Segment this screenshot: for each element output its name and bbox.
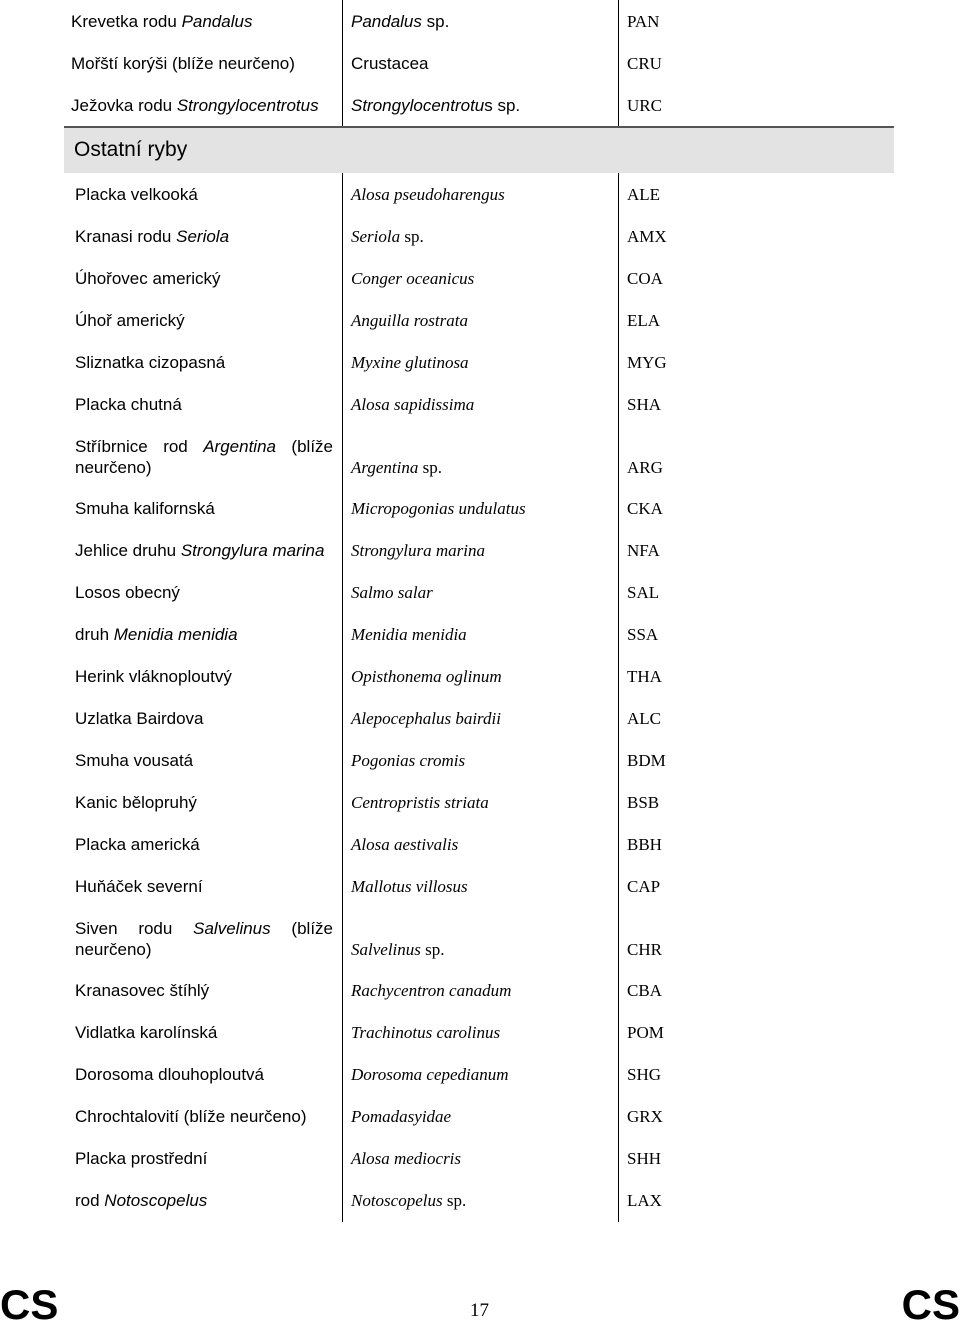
italic-text: Menidia menidia — [113, 625, 238, 644]
table-row — [0, 969, 960, 1011]
text-segment: Dorosoma dlouhoploutvá — [75, 1065, 265, 1084]
species-code: ALE — [627, 185, 661, 204]
common-name — [75, 918, 333, 960]
italic-text: Salvelinus — [193, 919, 271, 938]
table-row — [0, 215, 960, 257]
footer-language-right: CS — [901, 1281, 960, 1328]
species-code: GRX — [627, 1107, 663, 1126]
table-row — [0, 299, 960, 341]
table-row — [0, 1095, 960, 1137]
scientific-name — [351, 666, 611, 687]
text-segment: Placka prostřední — [75, 1149, 208, 1168]
italic-text: Notoscopelus — [351, 1191, 443, 1210]
species-code: ARG — [627, 458, 663, 477]
text-segment: Sliznatka cizopasná — [75, 353, 226, 372]
text-segment: Smuha kalifornská — [75, 499, 215, 518]
scientific-name — [351, 1106, 611, 1127]
text-segment: Placka americká — [75, 835, 200, 854]
italic-text: Opisthonema oglinum — [351, 667, 502, 686]
text-segment: Chrochtalovití (blíže neurčeno) — [75, 1107, 307, 1126]
scientific-name — [351, 939, 611, 960]
table-row — [0, 425, 960, 487]
common-name — [75, 436, 333, 478]
italic-text: Strongylocentrotus — [176, 96, 319, 115]
common-name — [75, 184, 333, 205]
text-segment: sp. — [442, 1191, 467, 1210]
common-name — [75, 1190, 333, 1211]
species-code: SSA — [627, 625, 659, 644]
scientific-name — [351, 750, 611, 771]
species-code: CHR — [627, 940, 662, 959]
common-name — [75, 624, 333, 645]
table-row — [0, 739, 960, 781]
species-code: SHG — [627, 1065, 662, 1084]
italic-text: Alosa pseudoharengus — [351, 185, 505, 204]
italic-text: Mallotus villosus — [351, 877, 468, 896]
species-code: CRU — [627, 54, 662, 73]
scientific-name — [351, 352, 611, 373]
italic-text: Anguilla rostrata — [351, 311, 468, 330]
italic-text: Seriola — [176, 227, 230, 246]
italic-text: Strongylura marina — [180, 541, 325, 560]
text-segment: Herink vláknoploutvý — [75, 667, 232, 686]
scientific-name — [351, 624, 611, 645]
table-top-rows — [0, 0, 960, 126]
species-code: LAX — [627, 1191, 662, 1210]
scientific-name — [351, 184, 611, 205]
table-row — [0, 383, 960, 425]
species-code: ELA — [627, 311, 661, 330]
common-name — [75, 750, 333, 771]
scientific-name — [351, 95, 611, 116]
italic-text: Alepocephalus bairdii — [351, 709, 501, 728]
italic-text: Pomadasyidae — [351, 1107, 452, 1126]
table-row — [0, 529, 960, 571]
italic-text: Centropristis striata — [351, 793, 489, 812]
italic-text: Salvelinus — [351, 940, 421, 959]
table-row — [0, 655, 960, 697]
text-segment: Kranasovec štíhlý — [75, 981, 210, 1000]
species-code: SHH — [627, 1149, 662, 1168]
species-code: THA — [627, 667, 662, 686]
italic-text: Pandalus — [181, 12, 253, 31]
species-code: BBH — [627, 835, 662, 854]
scientific-name — [351, 980, 611, 1001]
text-segment: Kranasi rodu — [75, 227, 177, 246]
italic-text: Myxine glutinosa — [351, 353, 469, 372]
common-name — [75, 268, 333, 289]
table-row — [0, 341, 960, 383]
table-row — [0, 487, 960, 529]
text-segment: Kanic bělopruhý — [75, 793, 197, 812]
italic-text: Rachycentron canadum — [351, 981, 512, 1000]
text-segment: Crustacea — [351, 54, 429, 73]
italic-text: Alosa mediocris — [351, 1149, 462, 1168]
species-code: BDM — [627, 751, 666, 770]
italic-text: Alosa aestivalis — [351, 835, 459, 854]
common-name — [75, 1064, 333, 1085]
text-segment: Krevetka rodu — [71, 12, 182, 31]
scientific-name — [351, 582, 611, 603]
species-code: SAL — [627, 583, 660, 602]
text-segment: sp. — [420, 940, 445, 959]
species-table — [0, 173, 960, 1221]
species-code: AMX — [627, 227, 667, 246]
scientific-name — [351, 1064, 611, 1085]
common-name — [71, 95, 329, 116]
species-code: SHA — [627, 395, 662, 414]
species-code: CAP — [627, 877, 661, 896]
table-row — [0, 613, 960, 655]
italic-text: Argentina — [203, 437, 276, 456]
scientific-name — [351, 708, 611, 729]
scientific-name — [351, 1190, 611, 1211]
common-name — [75, 226, 333, 247]
common-name — [75, 498, 333, 519]
common-name — [75, 1106, 333, 1127]
common-name — [75, 792, 333, 813]
species-code: URC — [627, 96, 662, 115]
table-row — [0, 697, 960, 739]
italic-text: Pogonias cromis — [351, 751, 466, 770]
italic-text: Conger oceanicus — [351, 269, 475, 288]
scientific-name — [351, 540, 611, 561]
common-name — [75, 980, 333, 1001]
text-segment: Ježovka rodu — [71, 96, 177, 115]
scientific-name — [351, 226, 611, 247]
italic-text: Alosa sapidissima — [351, 395, 475, 414]
text-segment: Losos obecný — [75, 583, 180, 602]
table-row — [0, 84, 960, 126]
italic-text: Seriola — [351, 227, 401, 246]
species-code: POM — [627, 1023, 664, 1042]
common-name — [71, 11, 329, 32]
italic-text: Strongylocentrotu — [351, 96, 485, 115]
common-name — [75, 352, 333, 373]
scientific-name — [351, 53, 611, 74]
table-row — [0, 1011, 960, 1053]
page-number: 17 — [470, 1300, 489, 1321]
text-segment: rod — [75, 1191, 105, 1210]
table-row — [0, 781, 960, 823]
table-row — [0, 1137, 960, 1179]
text-segment: Jehlice druhu — [75, 541, 181, 560]
species-code: PAN — [627, 12, 660, 31]
italic-text: Notoscopelus — [104, 1191, 208, 1210]
footer-language-left: CS — [0, 1281, 59, 1328]
scientific-name — [351, 1022, 611, 1043]
common-name — [75, 708, 333, 729]
common-name — [75, 876, 333, 897]
italic-text: Salmo salar — [351, 583, 433, 602]
species-code: NFA — [627, 541, 660, 560]
common-name — [75, 666, 333, 687]
section-title: Ostatní ryby — [74, 138, 188, 161]
text-segment: Smuha vousatá — [75, 751, 194, 770]
common-name — [75, 540, 333, 561]
scientific-name — [351, 876, 611, 897]
text-segment: Uzlatka Bairdova — [75, 709, 204, 728]
italic-text: Trachinotus carolinus — [351, 1023, 501, 1042]
table-row — [0, 1179, 960, 1221]
table-row — [0, 865, 960, 907]
species-code: ALC — [627, 709, 661, 728]
common-name — [75, 834, 333, 855]
italic-text: Strongylura marina — [351, 541, 485, 560]
text-segment: Siven rodu — [75, 919, 194, 938]
italic-text: Menidia menidia — [351, 625, 467, 644]
text-segment: Stříbrnice rod — [75, 437, 204, 456]
table-row — [0, 823, 960, 865]
scientific-name — [351, 457, 611, 478]
scientific-name — [351, 792, 611, 813]
text-segment: sp. — [400, 227, 424, 246]
section-header — [64, 128, 894, 173]
table-row — [0, 907, 960, 969]
scientific-name — [351, 310, 611, 331]
text-segment: Mořští korýši (blíže neurčeno) — [71, 54, 295, 73]
species-code: BSB — [627, 793, 660, 812]
scientific-name — [351, 268, 611, 289]
common-name — [75, 1022, 333, 1043]
table-row — [0, 42, 960, 84]
text-segment: Placka velkooká — [75, 185, 198, 204]
species-code: COA — [627, 269, 663, 288]
table-row — [0, 0, 960, 42]
italic-text: Argentina — [351, 458, 419, 477]
common-name — [75, 1148, 333, 1169]
scientific-name — [351, 1148, 611, 1169]
text-segment: (blíže neurčeno) — [75, 919, 334, 959]
scientific-name — [351, 498, 611, 519]
species-code: CBA — [627, 981, 662, 1000]
text-segment: Vidlatka karolínská — [75, 1023, 218, 1042]
species-code: CKA — [627, 499, 663, 518]
italic-text: Micropogonias undulatus — [351, 499, 526, 518]
table-row — [0, 571, 960, 613]
scientific-name — [351, 11, 611, 32]
table-row — [0, 1053, 960, 1095]
italic-text: Pandalus — [351, 12, 422, 31]
common-name — [75, 582, 333, 603]
text-segment: sp. — [418, 458, 442, 477]
scientific-name — [351, 394, 611, 415]
common-name — [75, 310, 333, 331]
text-segment: Úhořovec americký — [75, 269, 221, 288]
text-segment: Placka chutná — [75, 395, 182, 414]
common-name — [71, 53, 329, 74]
text-segment: Huňáček severní — [75, 877, 203, 896]
common-name — [75, 394, 333, 415]
text-segment: druh — [75, 625, 114, 644]
species-code: MYG — [627, 353, 667, 372]
table-row — [0, 173, 960, 215]
text-segment: s sp. — [484, 96, 521, 115]
text-segment: sp. — [421, 12, 450, 31]
text-segment: (blíže neurčeno) — [75, 437, 333, 477]
scientific-name — [351, 834, 611, 855]
italic-text: Dorosoma cepedianum — [351, 1065, 509, 1084]
table-row — [0, 257, 960, 299]
text-segment: Úhoř americký — [75, 311, 185, 330]
